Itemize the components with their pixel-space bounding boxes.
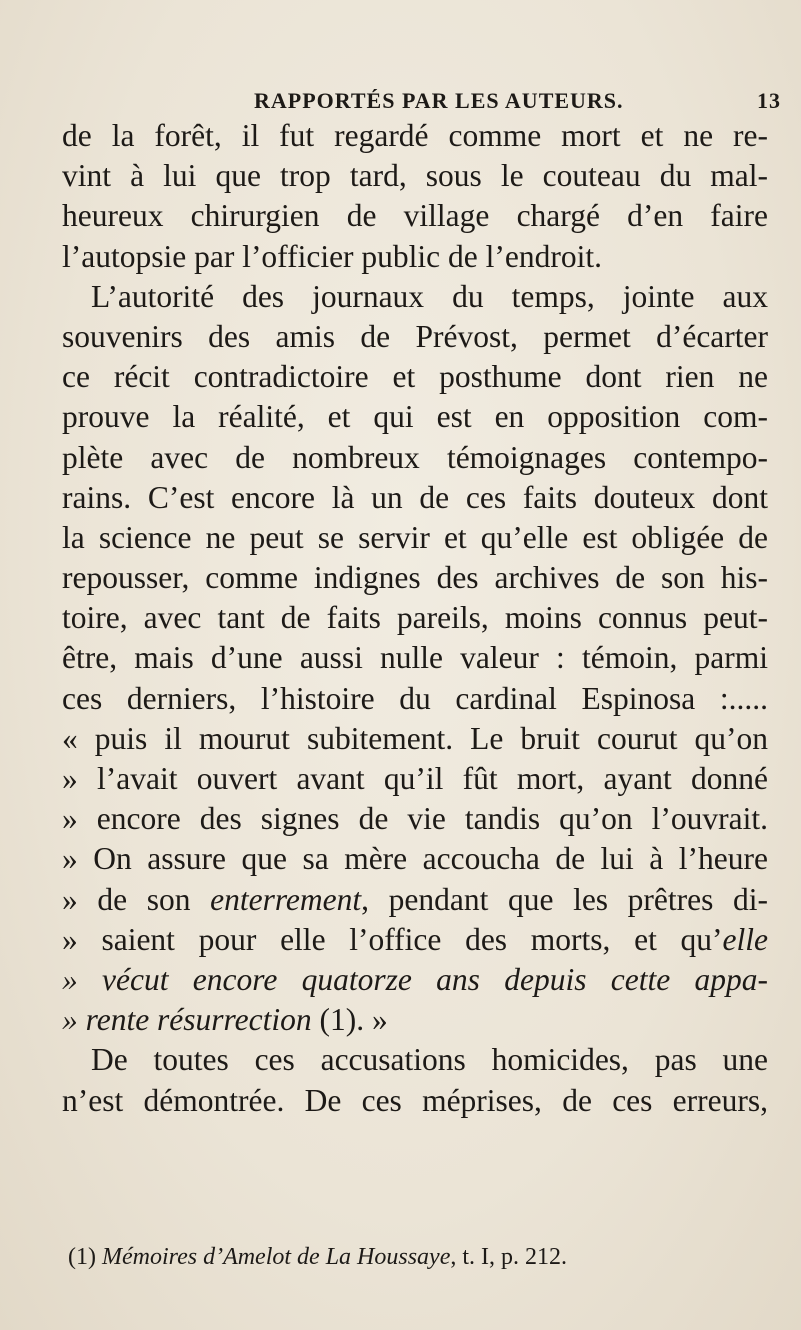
page-header [254,88,781,116]
text-line: plète avec de nombreux témoignages contempo- [62,439,768,475]
text-line: repousser, comme indignes des archives de son his- [62,560,768,596]
footnote [68,1244,768,1271]
text-line: n’est démontrée. De ces méprises, de ces erreurs, [62,1082,768,1118]
text-line: ce récit contradictoire et posthume dont rien ne [62,359,768,395]
text-line: être, mais d’une aussi nulle valeur : témoin, parmi [62,640,768,676]
quote-line: » encore des signes de vie tandis qu’on l’ouvrait. [62,801,768,837]
quote-line [62,880,768,920]
text-line: l’autopsie par l’officier public de l’endroit. [62,238,602,274]
body-text [62,116,768,1121]
quote-line: » l’avait ouvert avant qu’il fût mort, ayant donné [62,761,768,796]
quote-line [62,920,768,960]
text-line: rains. C’est encore là un de ces faits douteux dont [62,479,768,515]
text-line: De toutes ces accusations homicides, pas une [91,1042,768,1078]
running-head: RAPPORTÉS PAR LES AUTEURS. [254,88,624,113]
italic-word: enterrement [210,881,362,917]
footnote-marker: (1) [68,1244,102,1270]
line-text: (1). » [311,1002,388,1038]
quote-line: « puis il mourut subitement. Le bruit courut qu’on [62,720,768,756]
quote-line [62,1000,768,1040]
italic-word: elle [722,921,768,957]
text-line: ces derniers, l’histoire du cardinal Espinosa :..... [62,680,768,716]
text-line: heureux chirurgien de village chargé d’en faire [62,198,768,234]
footnote-ref: , t. I, p. 212. [450,1244,568,1270]
line-text: » de son [62,881,211,917]
footnote-title: Mémoires d’Amelot de La Houssaye [101,1244,451,1270]
line-text: » saient pour elle l’office des morts, et qu’ [62,921,723,957]
text-line: souvenirs des amis de Prévost, permet d’écarter [62,318,768,354]
page-number: 13 [757,88,781,113]
text-line: la science ne peut se servir et qu’elle est obligée de [62,519,768,555]
text-line: de la forêt, il fut regardé comme mort et ne re- [62,118,768,153]
quote-line: » vécut encore quatorze ans depuis cette appa- [62,961,768,997]
text-line: toire, avec tant de faits pareils, moins connus peut- [62,600,768,636]
quote-line: » On assure que sa mère accoucha de lui à l’heure [62,841,768,877]
italic-phrase: » rente résurrection [62,1002,312,1038]
text-line: prouve la réalité, et qui est en opposition com- [62,399,768,435]
line-text: , pendant que les prêtres di- [361,881,768,917]
text-line: vint à lui que trop tard, sous le couteau du mal- [62,158,768,194]
text-line: L’autorité des journaux du temps, jointe aux [91,278,768,314]
